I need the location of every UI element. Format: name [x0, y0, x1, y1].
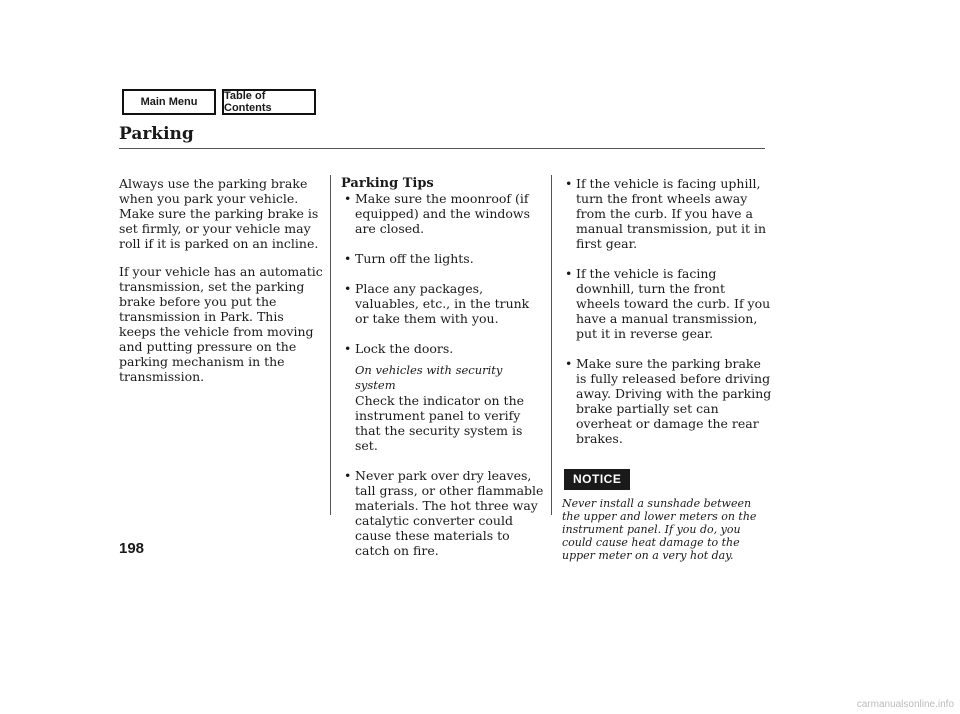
bullet-icon: •	[344, 191, 352, 206]
list-item-text: Lock the doors.	[355, 341, 454, 356]
list-item	[341, 251, 546, 266]
security-system-note: On vehicles with security system	[355, 363, 503, 392]
list-item-text: Place any packages, valuables, etc., in the trunk or take them with you.	[355, 281, 530, 326]
list-item	[341, 468, 546, 558]
page-number: 198	[119, 540, 145, 557]
column-intro	[119, 176, 324, 397]
column-parking-tips	[341, 176, 546, 573]
list-item	[341, 281, 546, 326]
bullet-icon: •	[344, 251, 352, 266]
list-item	[562, 176, 772, 251]
column-divider-1	[330, 175, 331, 515]
page-title: Parking	[119, 124, 194, 144]
table-of-contents-button[interactable]: Table of Contents	[222, 89, 316, 115]
list-item-text: If the vehicle is facing downhill, turn the front wheels toward the curb. If you have a manual transmission, put it in reverse gear.	[576, 266, 771, 341]
bullet-icon: •	[565, 176, 573, 191]
notice-text: Never install a sunshade between the upper and lower meters on the instrument panel. If you do, you could cause heat damage to the upper meter on a very hot day.	[562, 497, 757, 562]
notice-badge: NOTICE	[564, 469, 630, 490]
list-item-text: Turn off the lights.	[355, 251, 474, 266]
bullet-icon: •	[344, 281, 352, 296]
list-item-text: Make sure the moonroof (if equipped) and the windows are closed.	[355, 191, 531, 236]
list-item	[341, 341, 546, 356]
bullet-icon: •	[565, 266, 573, 281]
watermark: carmanualsonline.info	[856, 699, 954, 710]
bullet-icon: •	[344, 468, 352, 483]
list-item	[562, 356, 772, 446]
automatic-transmission-paragraph: If your vehicle has an automatic transmission, set the parking brake before you put the transmission in Park. This keeps the vehicle from moving and putting pressure on the parking mechanism in the transmission.	[119, 264, 323, 384]
bullet-icon: •	[565, 356, 573, 371]
security-system-text: Check the indicator on the instrument panel to verify that the security system is set.	[355, 393, 525, 453]
main-menu-button[interactable]: Main Menu	[122, 89, 216, 115]
list-item-text: Make sure the parking brake is fully released before driving away. Driving with the parking brake partially set can overheat or damage the rear brakes.	[576, 356, 772, 446]
column-divider-2	[551, 175, 552, 515]
title-divider	[119, 148, 765, 149]
parking-tips-heading: Parking Tips	[341, 176, 434, 191]
list-item	[341, 191, 546, 236]
list-item-text: If the vehicle is facing uphill, turn the front wheels away from the curb. If you have a manual transmission, put it in first gear.	[576, 176, 767, 251]
list-item	[562, 266, 772, 341]
list-item-text: Never park over dry leaves, tall grass, or other flammable materials. The hot three way catalytic converter could cause these materials to catch on fire.	[355, 468, 544, 558]
bullet-icon: •	[344, 341, 352, 356]
parking-brake-paragraph: Always use the parking brake when you park your vehicle. Make sure the parking brake is set firmly, or your vehicle may roll if it is parked on an incline.	[119, 176, 319, 251]
column-wheels-and-notice	[562, 176, 772, 562]
